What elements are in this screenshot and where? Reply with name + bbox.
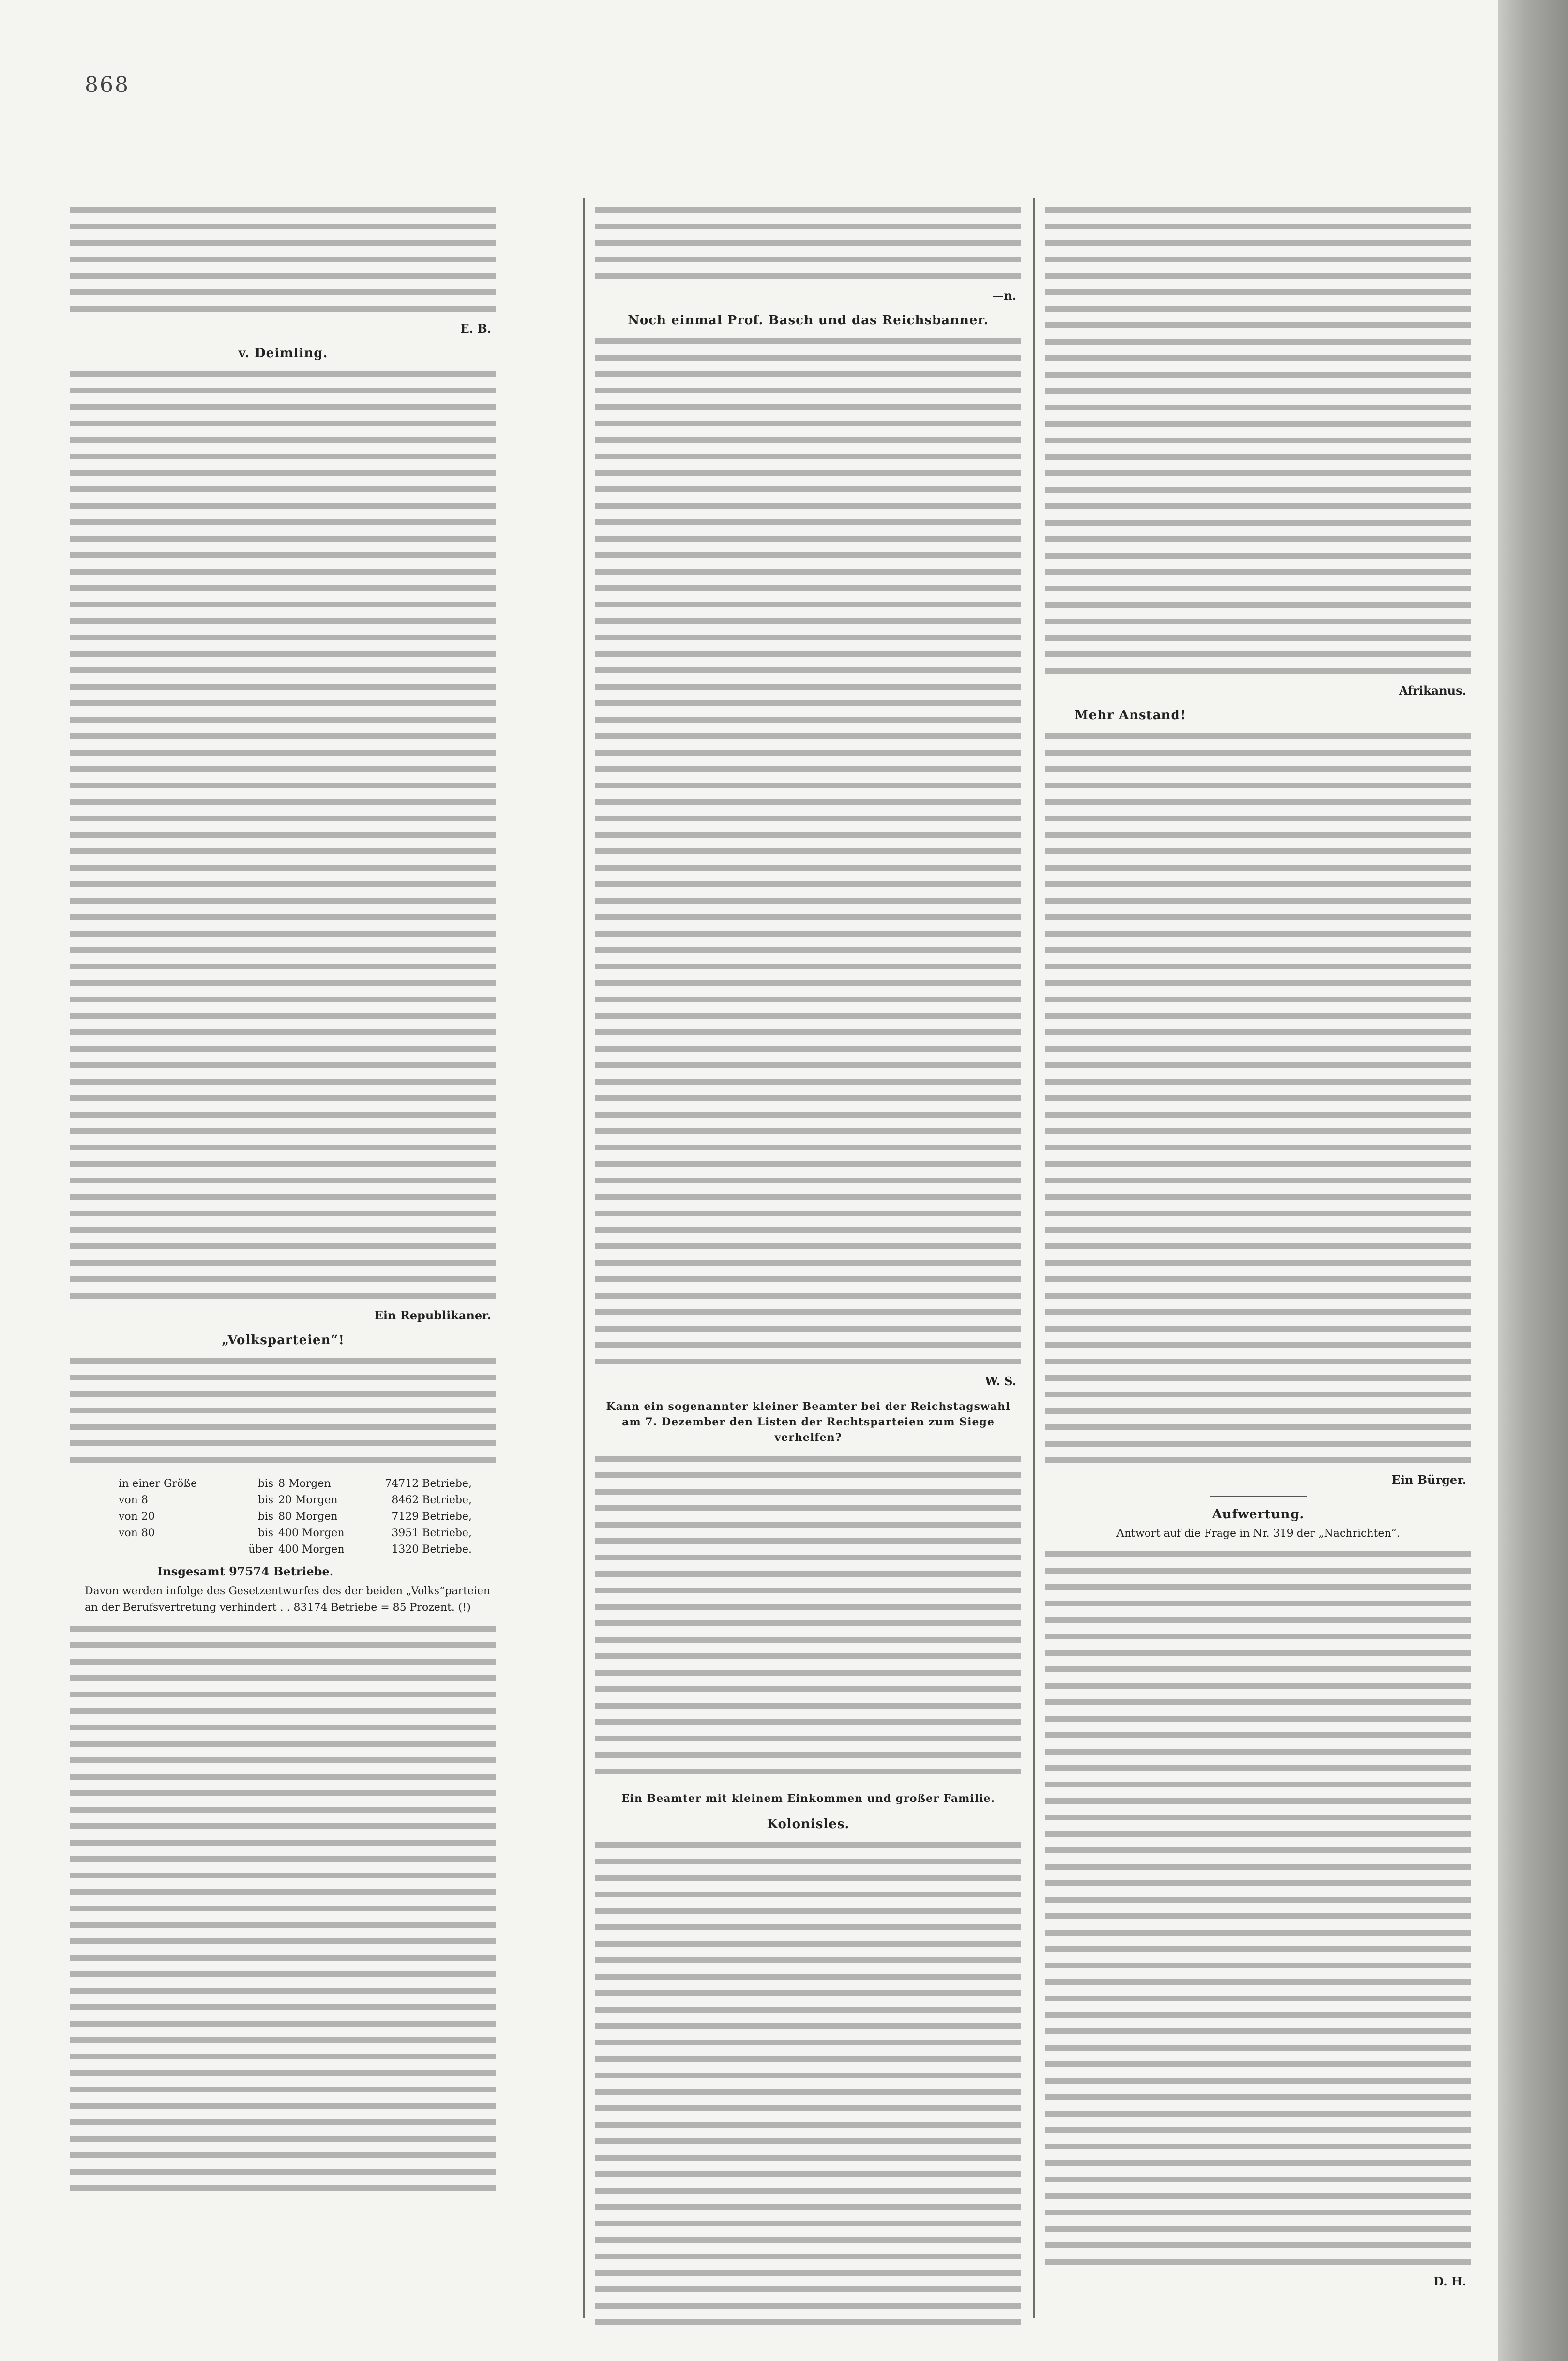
statistics-total: Insgesamt 97574 Betriebe. [157, 1564, 334, 1578]
table-cell-count: 1320 Betriebe. [392, 1543, 472, 1556]
statistics-note: Davon werden infolge des Gesetzentwurfes des der beiden „Volks“parteien an der Berufsvertretung verhindert . . 83174 Betriebe = 85 Prozent. (!) [85, 1585, 491, 1614]
article-heading: Kann ein sogenannter kleiner Beamter bei der Reichstagswahl am 7. Dezember den Listen der Rechtsparteien zum Siege verhelfen? [606, 1400, 1010, 1444]
article-heading: Mehr Anstand! [1074, 708, 1187, 723]
table-cell-range: bis [257, 1510, 273, 1523]
signature: Afrikanus. [1399, 683, 1466, 697]
table-cell-count: 7129 Betriebe, [392, 1510, 472, 1523]
signature: —n. [992, 288, 1016, 303]
article-text-block [1045, 728, 1471, 1469]
article-signature-heading: Ein Beamter mit kleinem Einkommen und großer Familie. [621, 1792, 995, 1805]
article-text-block [70, 1621, 496, 2197]
page-edge-margin [1498, 0, 1568, 2361]
table-cell-size: 400 Morgen [278, 1543, 345, 1556]
table-cell-label: von 20 [119, 1510, 155, 1523]
article-text-block [595, 1837, 1021, 2328]
article-text-block [70, 202, 496, 318]
table-cell-count: 8462 Betriebe, [392, 1494, 472, 1506]
table-cell-range: über [248, 1543, 273, 1556]
column-rule [1033, 198, 1035, 2318]
table-cell-count: 74712 Betriebe, [385, 1477, 472, 1490]
section-divider [1210, 1496, 1307, 1497]
table-row [119, 1475, 496, 1492]
page-number: 868 [85, 73, 130, 97]
signature: Ein Republikaner. [374, 1308, 491, 1322]
article-heading: Noch einmal Prof. Basch und das Reichsbanner. [628, 313, 989, 328]
table-cell-range: bis [257, 1477, 273, 1490]
article-heading: Aufwertung. [1212, 1507, 1305, 1522]
table-row [119, 1508, 496, 1525]
signature: D. H. [1433, 2274, 1466, 2288]
article-text-block [1045, 202, 1471, 680]
table-cell-label: in einer Größe [119, 1477, 197, 1490]
table-row [119, 1492, 496, 1508]
table-cell-size: 20 Morgen [278, 1494, 338, 1506]
article-heading: Kolonisles. [767, 1817, 850, 1831]
column-3 [1045, 198, 1471, 2328]
table-cell-size: 8 Morgen [278, 1477, 331, 1490]
column-1 [70, 198, 496, 2328]
table-cell-size: 80 Morgen [278, 1510, 338, 1523]
table-cell-size: 400 Morgen [278, 1527, 345, 1539]
table-cell-range: bis [257, 1494, 273, 1506]
table-cell-range: bis [257, 1527, 273, 1539]
signature: W. S. [985, 1374, 1016, 1388]
article-heading: v. Deimling. [238, 346, 328, 361]
article-text-block [595, 202, 1021, 285]
table-cell-label: von 80 [119, 1527, 155, 1539]
article-text-block [595, 1451, 1021, 1780]
signature: E. B. [460, 321, 491, 335]
signature: Ein Bürger. [1391, 1473, 1466, 1487]
column-2 [595, 198, 1021, 2328]
article-text-block [1045, 1546, 1471, 2270]
article-text-block [70, 1353, 496, 1468]
column-rule [583, 198, 585, 2318]
table-row [119, 1541, 496, 1558]
table-cell-label: von 8 [119, 1494, 148, 1506]
table-row [119, 1525, 496, 1541]
farm-size-statistics-table [119, 1475, 496, 1558]
article-text-block [595, 333, 1021, 1370]
article-subheading: Antwort auf die Frage in Nr. 319 der „Nachrichten“. [1116, 1528, 1400, 1540]
table-cell-count: 3951 Betriebe, [392, 1527, 472, 1539]
article-heading: „Volksparteien“! [222, 1333, 345, 1347]
article-text-block [70, 366, 496, 1304]
